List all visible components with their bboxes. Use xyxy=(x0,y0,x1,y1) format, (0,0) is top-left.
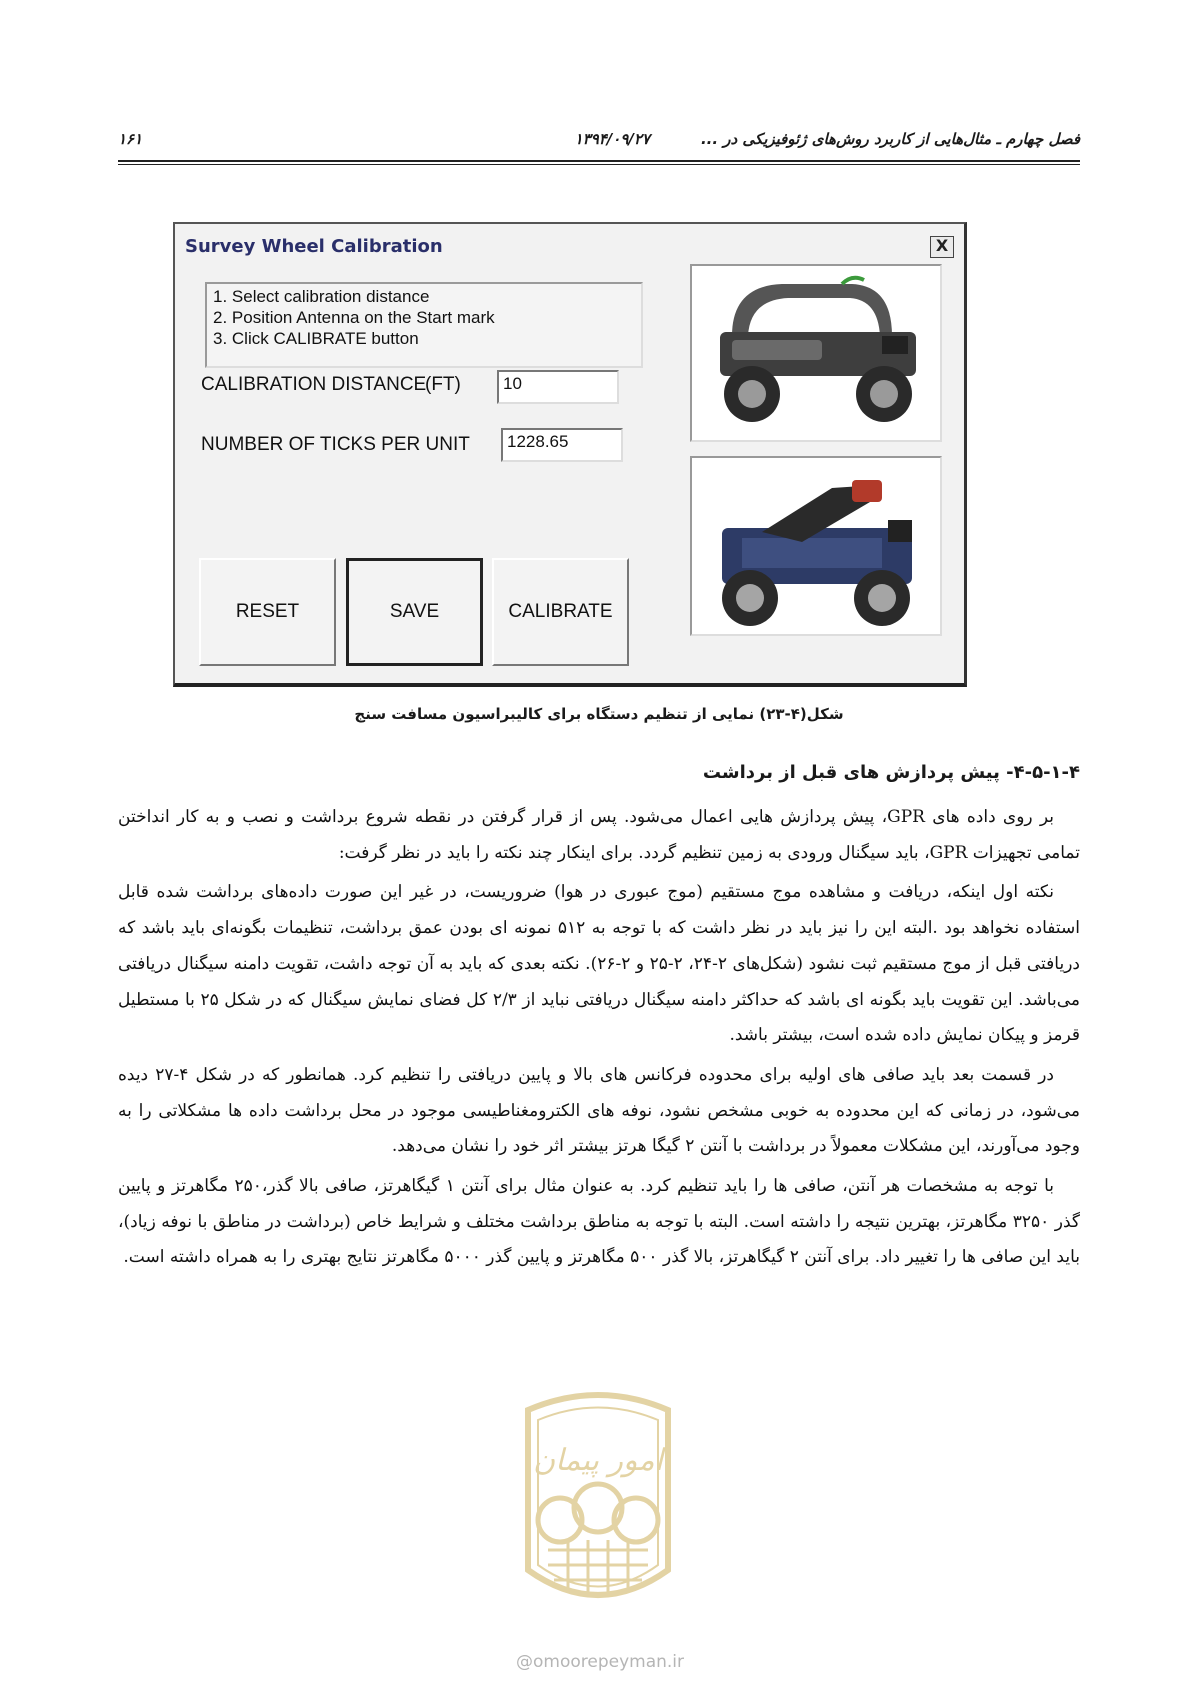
antenna-cart-image xyxy=(692,266,940,440)
figure-caption: شکل(۴-۲۳) نمایی از تنظیم دستگاه برای کالیبراسیون مسافت سنج xyxy=(354,705,844,723)
calibrate-button[interactable]: CALIBRATE xyxy=(492,558,629,666)
seal-logo-graphic xyxy=(488,1390,708,1650)
watermark xyxy=(480,1652,720,1672)
header-date: ۱۳۹۴/۰۹/۲۷ xyxy=(574,130,650,148)
paragraph: در قسمت بعد باید صافی های اولیه برای محدوده فرکانس های بالا و پایین دریافتی را تنظیم کرد. همانطور که در شکل ۴-۲۷ دیده می‌شود، در زمانی که این محدوده به خوبی مشخص نشود، نوفه های الکترومغناطیسی موجود در محل برداشت داده ها مشکلاتی را به وجود می‌آورند، این مشکلات معمولاً در برداشت با آنتن ۲ گیگا هرتز بیشتر اثر خود را نشان می‌دهد. xyxy=(118,1064,1080,1157)
calibration-distance-label: CALIBRATION DISTANCE xyxy=(201,374,427,395)
dialog-title: Survey Wheel Calibration xyxy=(185,236,443,257)
save-button[interactable]: SAVE xyxy=(346,558,483,666)
close-icon[interactable]: X xyxy=(930,236,954,258)
antenna-cart-handle-image xyxy=(692,458,940,634)
globe-icon: @ xyxy=(515,1652,533,1672)
instruction-line: 1. Select calibration distance xyxy=(213,287,430,306)
paragraph: نکته اول اینکه، دریافت و مشاهده موج مستقیم (موج عبوری در هوا) ضروریست، در غیر این صورت داده‌های برداشت شده قابل استفاده نخواهد بود .البته این را نیز باید در نظر داشت که با توجه به ۵۱۲ نمونه ای بودن عمق برداشت، تنظیمات بگونه‌ای باید باشد که دریافتی قبل از موج مستقیم ثبت نشود (شکل‌های ۲-۲۴، ۲-۲۵ و ۲-۲۶). نکته بعدی که باید به آن توجه داشت، تقویت دامنه سیگنال دریافتی می‌باشد. این تقویت باید بگونه ای باشد که حداکثر دامنه سیگنال دریافتی نباید از ۲/۳ کل فضای نمایش سیگنال که در شکل ۲۵ با مستطیل قرمز و پیکان نمایش داده شده است، بیشتر باشد. xyxy=(118,882,1081,1046)
page-number: ۱۶۱ xyxy=(118,130,143,148)
header-rule xyxy=(118,160,1080,162)
calibration-distance-input[interactable]: 10 xyxy=(497,370,619,404)
seal-text: امور پیمان xyxy=(533,1443,663,1478)
running-header xyxy=(118,130,1080,158)
survey-wheel-calibration-dialog xyxy=(173,222,967,687)
antenna-cart-photo-bottom xyxy=(690,456,942,636)
body-text xyxy=(118,800,1080,1276)
watermark-text: omoorepeyman.ir xyxy=(532,1652,685,1672)
header-rule-thin xyxy=(118,164,1080,165)
ticks-per-unit-input[interactable]: 1228.65 xyxy=(501,428,623,462)
seal-logo xyxy=(488,1390,708,1650)
antenna-cart-photo-top xyxy=(690,264,942,442)
calibration-distance-unit: (FT) xyxy=(425,374,461,395)
chapter-title: فصل چهارم ـ مثال‌هایی از کاربرد روش‌های ژئوفیزیکی در ... xyxy=(700,130,1080,148)
instruction-line: 3. Click CALIBRATE button xyxy=(213,329,419,348)
reset-button[interactable]: RESET xyxy=(199,558,336,666)
paragraph: با توجه به مشخصات هر آنتن، صافی ها را باید تنظیم کرد. به عنوان مثال برای آنتن ۱ گیگاهرتز، صافی بالا گذر،۲۵۰ مگاهرتز و پایین گذر ۳۲۵۰ مگاهرتز، بهترین نتیجه را داشته است. البته با توجه به مناطق برداشت مختلف و شرایط خاص (برداشت در مناطق با نوفه زیاد)، باید این صافی ها را تغییر داد. برای آنتن ۲ گیگاهرتز، بالا گذر ۵۰۰ مگاهرتز و پایین گذر ۵۰۰۰ مگاهرتز نتایج بهتری را به همراه داشته است. xyxy=(118,1176,1080,1268)
section-heading: ۴-۵-۱-۴- پیش پردازش های قبل از برداشت xyxy=(702,762,1080,783)
instruction-line: 2. Position Antenna on the Start mark xyxy=(213,308,495,327)
paragraph: بر روی داده های GPR، پیش پردازش هایی اعمال می‌شود. پس از قرار گرفتن در نقطه شروع برداشت و نصب و به کار انداختن تمامی تجهیزات GPR، باید سیگنال ورودی به زمین تنظیم گردد. برای اینکار چند نکته را باید در نظر گرفت: xyxy=(118,807,1080,863)
instructions-box xyxy=(205,282,643,368)
ticks-per-unit-label: NUMBER OF TICKS PER UNIT xyxy=(201,434,470,455)
